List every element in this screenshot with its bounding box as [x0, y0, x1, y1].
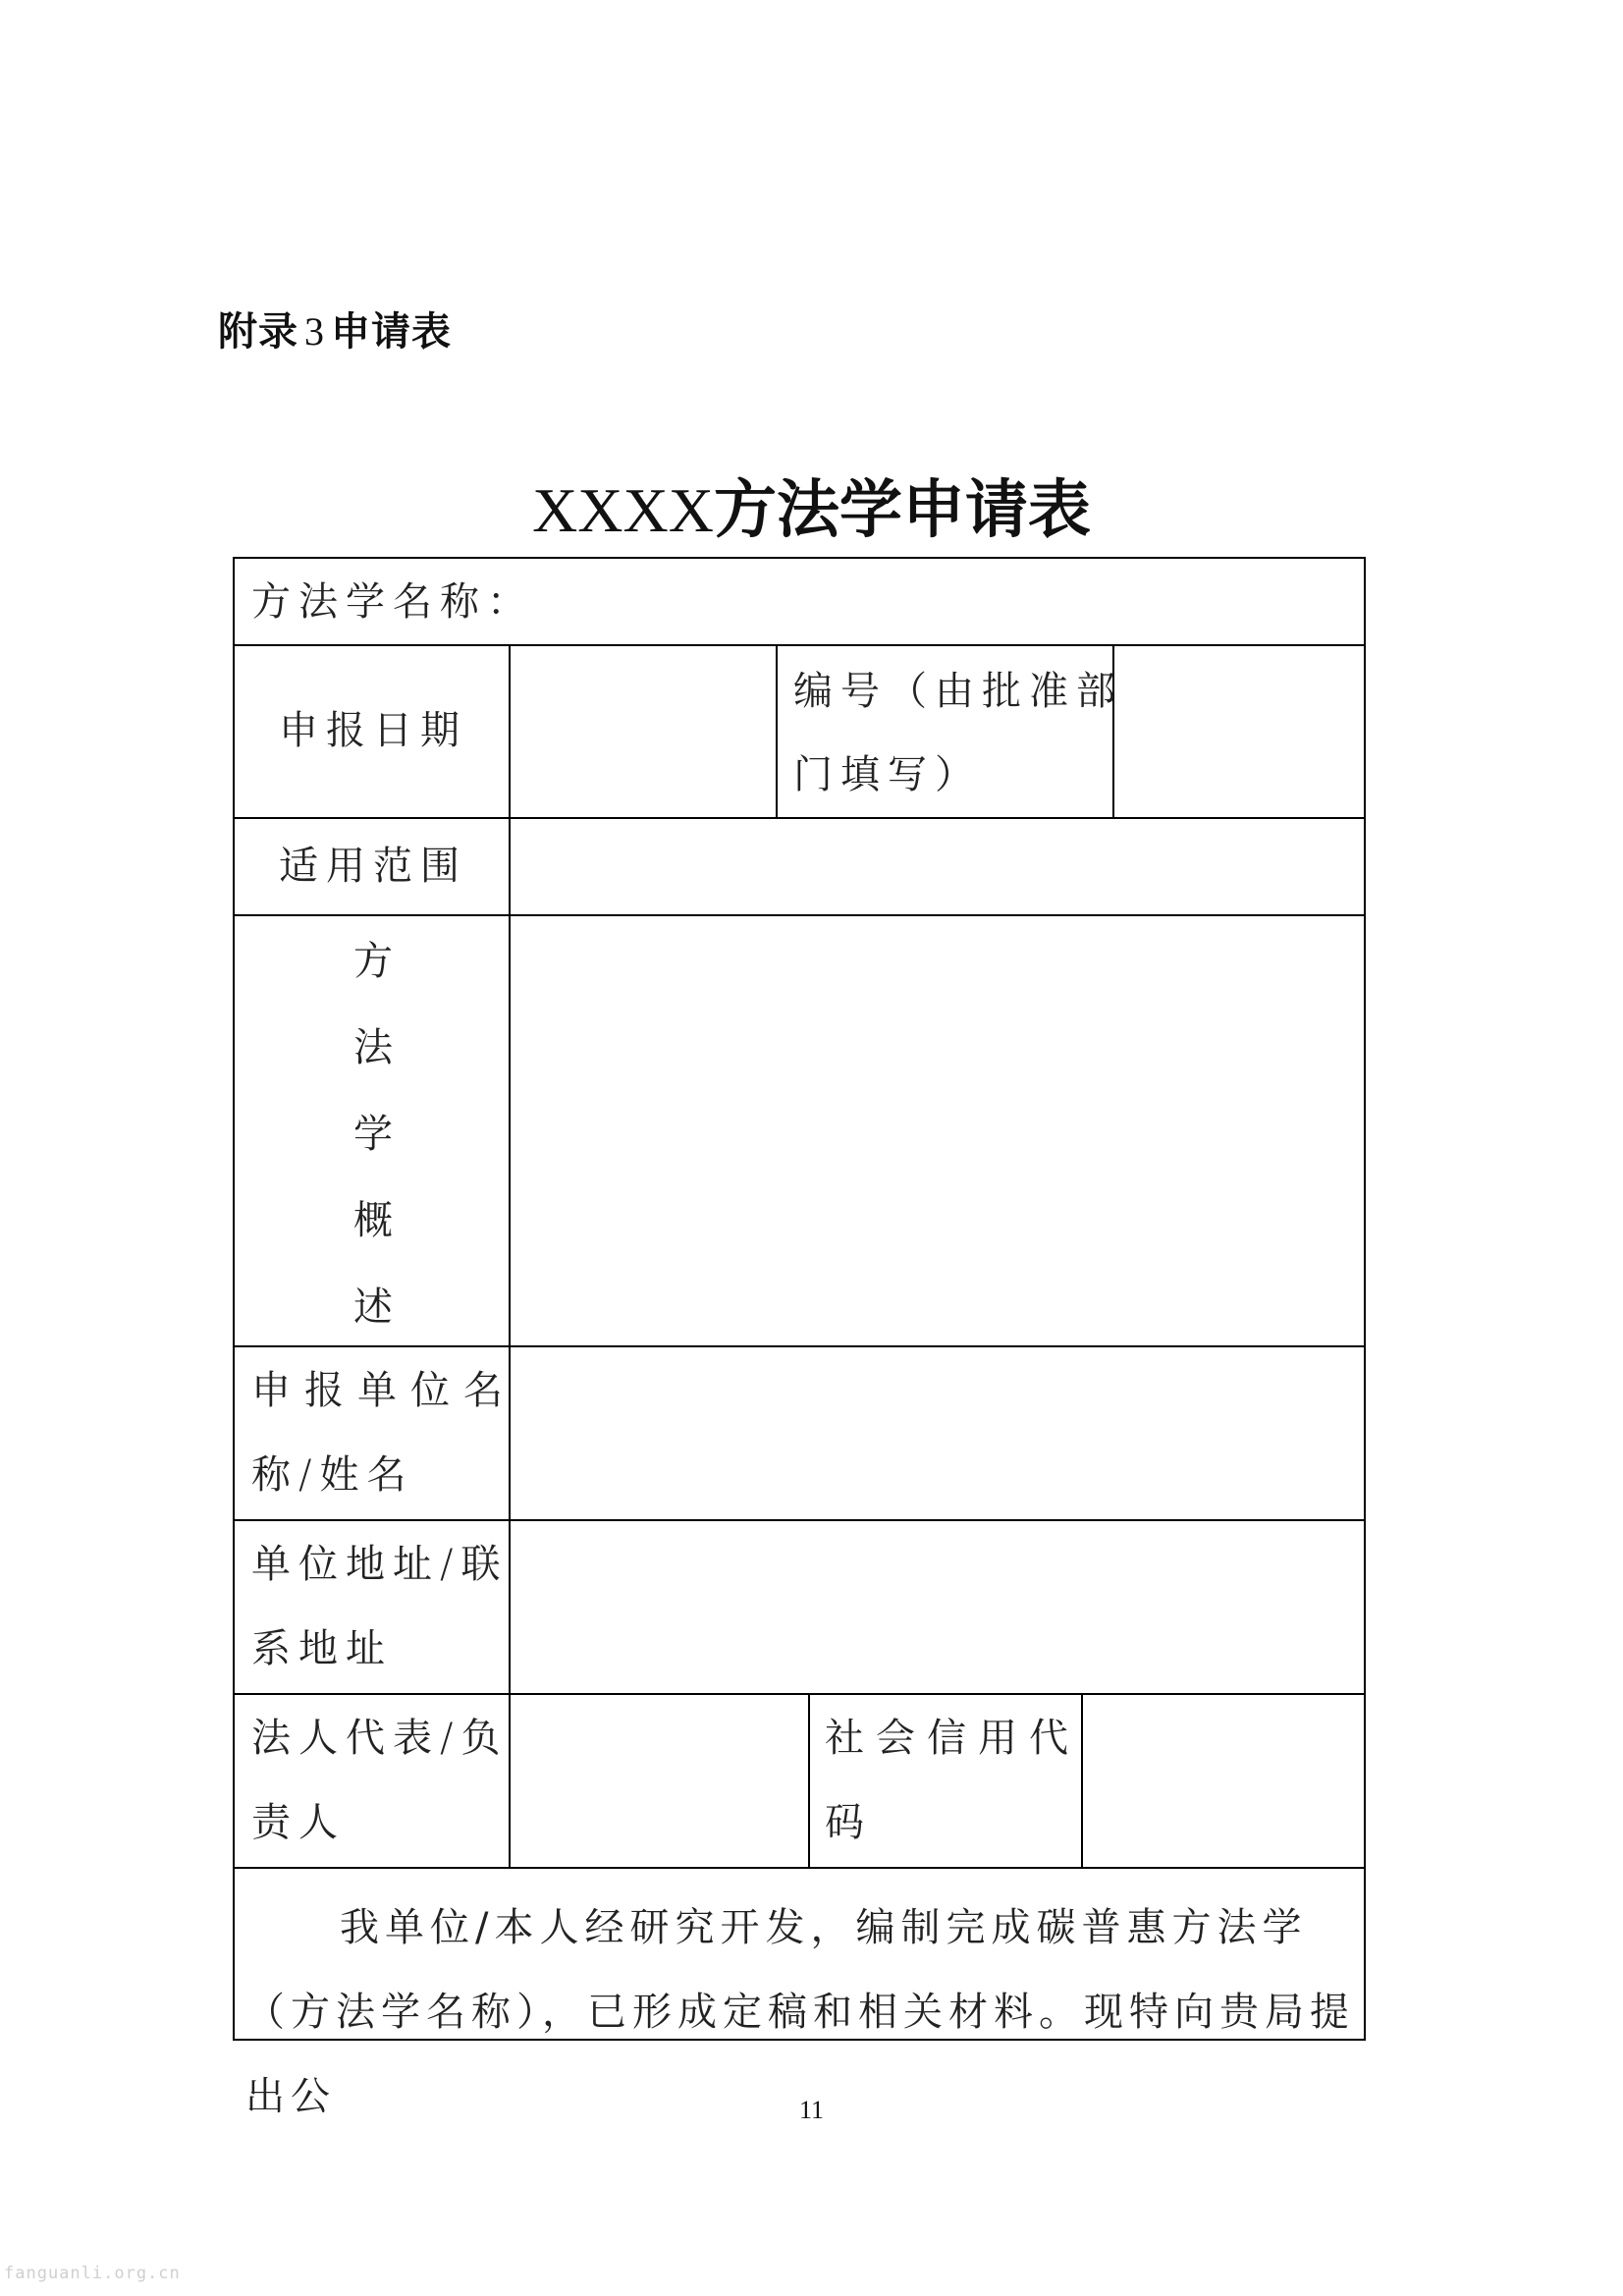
credit-code-label-line2: 码 — [825, 1800, 872, 1845]
form-title — [0, 460, 1623, 550]
overview-char-5: 述 — [353, 1285, 393, 1330]
applicant-label-line2: 称/姓名 — [251, 1452, 414, 1498]
credit-code-label-line1: 社会信用代 — [825, 1716, 1080, 1761]
appendix-number: 3 — [304, 309, 325, 354]
page-number: 11 — [798, 2096, 825, 2124]
appendix-heading — [218, 301, 452, 356]
credit-code-field[interactable] — [1081, 1693, 1366, 1869]
address-field[interactable] — [509, 1519, 1366, 1695]
overview-field[interactable] — [509, 914, 1366, 1347]
appendix-label: 申请表 — [331, 309, 452, 355]
title-latin: XXXX — [532, 475, 714, 545]
title-cjk: 方法学申请表 — [713, 474, 1091, 547]
serial-label-line2: 门填写） — [793, 752, 982, 797]
declaration-text: 我单位/本人经研究开发，编制完成碳普惠方法学（方法学名称），已形成定稿和相关材料。现特向贵局提出公 — [245, 1905, 1355, 2119]
overview-char-4: 概 — [353, 1198, 393, 1243]
legal-rep-label-line1: 法人代表/负 — [251, 1716, 509, 1761]
overview-label — [236, 918, 511, 1350]
overview-char-2: 法 — [353, 1025, 393, 1070]
scope-label: 适用范围 — [279, 844, 467, 889]
applicant-label-line1: 申报单位名 — [251, 1368, 516, 1413]
appendix-prefix: 附录 — [218, 309, 298, 355]
address-label-line2: 系地址 — [251, 1626, 393, 1671]
overview-char-1: 方 — [353, 939, 393, 984]
overview-char-3: 学 — [353, 1112, 393, 1157]
serial-label-line1: 编号（由批准部 — [793, 669, 1123, 714]
applicant-field[interactable] — [509, 1345, 1366, 1521]
report-date-label: 申报日期 — [279, 708, 467, 753]
scope-field[interactable] — [509, 817, 1366, 916]
method-name-label: 方法学名称： — [251, 579, 534, 625]
serial-field[interactable] — [1112, 644, 1366, 819]
watermark: fanguanli.org.cn — [4, 2264, 181, 2283]
address-label-line1: 单位地址/联 — [251, 1542, 509, 1587]
legal-rep-field[interactable] — [509, 1693, 810, 1869]
report-date-field[interactable] — [509, 644, 778, 819]
legal-rep-label-line2: 责人 — [251, 1800, 346, 1845]
